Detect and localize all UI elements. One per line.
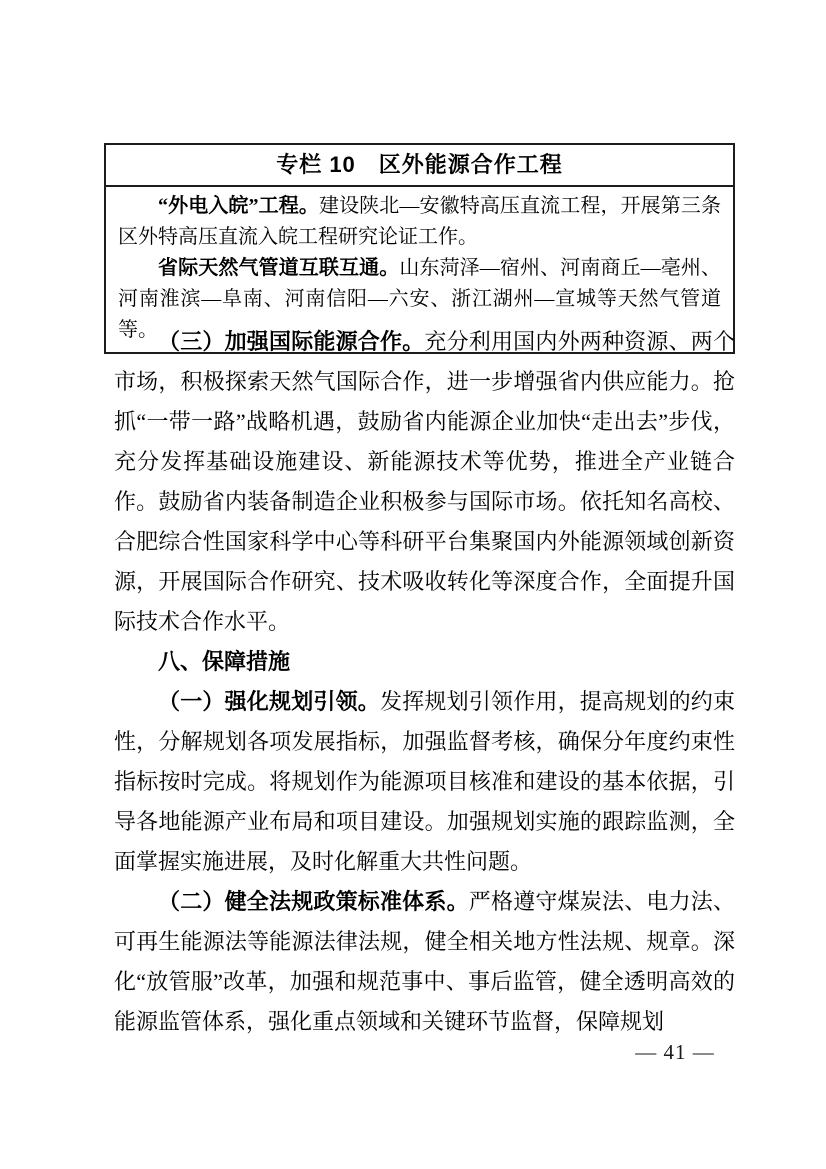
paragraph-international-cooperation <box>114 322 735 642</box>
box-paragraph-power-text: 建设陕北—安徽特高压直流工程，开展第三条区外特高压直流入皖工程研究论证工作。 <box>118 195 722 248</box>
paragraph-planning-guidance-text: 发挥规划引领作用，提高规划的约束性，分解规划各项发展指标，加强监督考核，确保分年度约束性指标按时完成。将规划作为能源项目核准和建设的基本依据，引导各地能源产业布局和项目建设。加强规划实施的跟踪监测，全面掌握实施进展，及时化解重大共性问题。 <box>114 689 735 874</box>
paragraph-legal-system <box>114 882 735 1042</box>
paragraph-planning-guidance <box>114 682 735 882</box>
feature-box-title: 专栏 10 区外能源合作工程 <box>106 145 733 187</box>
paragraph-legal-system-lead: （二）健全法规政策标准体系。 <box>158 889 469 914</box>
document-body <box>114 322 735 1042</box>
page-number <box>575 1040 775 1065</box>
page-number-text: — 41 — <box>635 1040 715 1064</box>
box-paragraph-power <box>118 191 721 253</box>
paragraph-international-cooperation-text: 充分利用国内外两种资源、两个市场，积极探索天然气国际合作，进一步增强省内供应能力。抢抓“一带一路”战略机遇，鼓励省内能源企业加快“走出去”步伐，充分发挥基础设施建设、新能源技术等优势，推进全产业链合作。鼓励省内装备制造企业积极参与国际市场。依托知名高校、合肥综合性国家科学中心等科研平台集聚国内外能源领域创新资源，开展国际合作研究、技术吸收转化等深度合作，全面提升国际技术合作水平。 <box>114 329 735 634</box>
box-paragraph-gas-lead: 省际天然气管道互联互通。 <box>158 257 400 279</box>
section-heading-safeguards: 八、保障措施 <box>158 649 291 674</box>
paragraph-legal-system-text: 严格遵守煤炭法、电力法、可再生能源法等能源法律法规，健全相关地方性法规、规章。深化“放管服”改革，加强和规范事中、事后监管，健全透明高效的能源监管体系，强化重点领域和关键环节监督，保障规划 <box>114 889 735 1034</box>
paragraph-planning-guidance-lead: （一）强化规划引领。 <box>158 689 380 714</box>
box-paragraph-power-lead: “外电入皖”工程。 <box>158 195 319 217</box>
paragraph-international-cooperation-lead: （三）加强国际能源合作。 <box>158 329 425 354</box>
box-paragraph-gas-text: 山东菏泽—宿州、河南商丘—亳州、河南淮滨—阜南、河南信阳—六安、浙江湖州—宣城等天然气管道等。 <box>118 257 722 341</box>
